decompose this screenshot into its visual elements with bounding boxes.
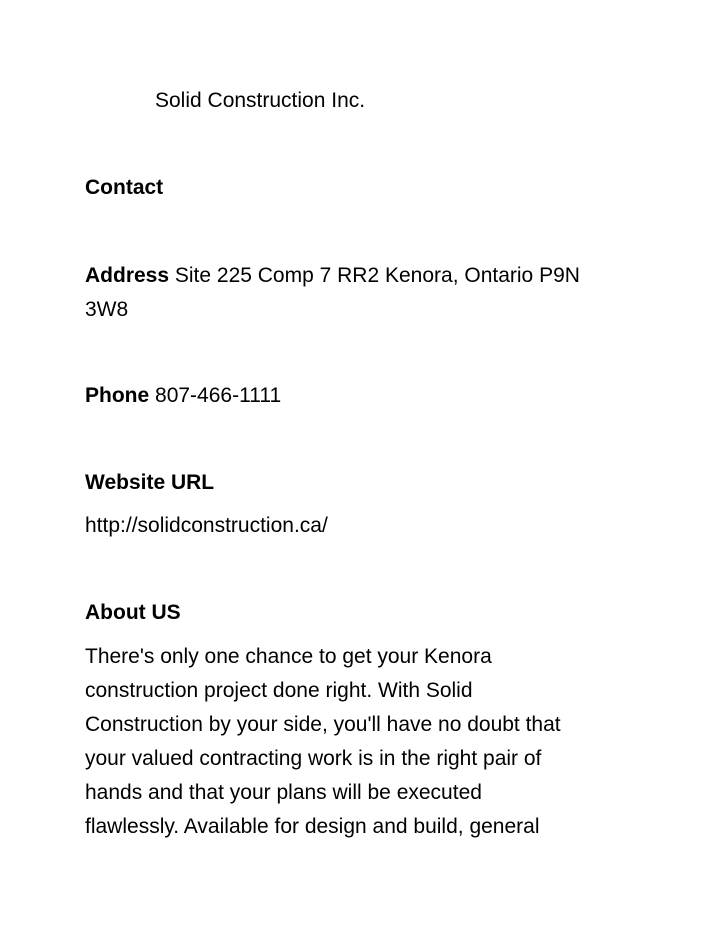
phone-value: 807-466-1111 (155, 384, 282, 407)
about-line: flawlessly. Available for design and build, general (85, 815, 540, 838)
website-url: http://solidconstruction.ca/ (85, 514, 328, 537)
about-line: your valued contracting work is in the right pair of (85, 747, 542, 770)
about-line: construction project done right. With Solid (85, 679, 473, 702)
address-value: Site 225 Comp 7 RR2 Kenora, Ontario P9N (174, 264, 580, 287)
about-heading: About US (85, 601, 181, 624)
contact-heading: Contact (85, 176, 164, 199)
about-line: hands and that your plans will be executed (85, 781, 482, 804)
website-heading: Website URL (85, 471, 215, 494)
address-value-continued: 3W8 (85, 298, 129, 321)
about-line: There's only one chance to get your Kenora (85, 645, 492, 668)
about-line: Construction by your side, you'll have no doubt that (85, 713, 561, 736)
address-label: Address (85, 264, 170, 287)
about-paragraph (85, 640, 645, 844)
phone-label: Phone (85, 384, 150, 407)
phone-line (85, 379, 281, 413)
company-name: Solid Construction Inc. (155, 89, 366, 112)
address-line (85, 259, 580, 293)
